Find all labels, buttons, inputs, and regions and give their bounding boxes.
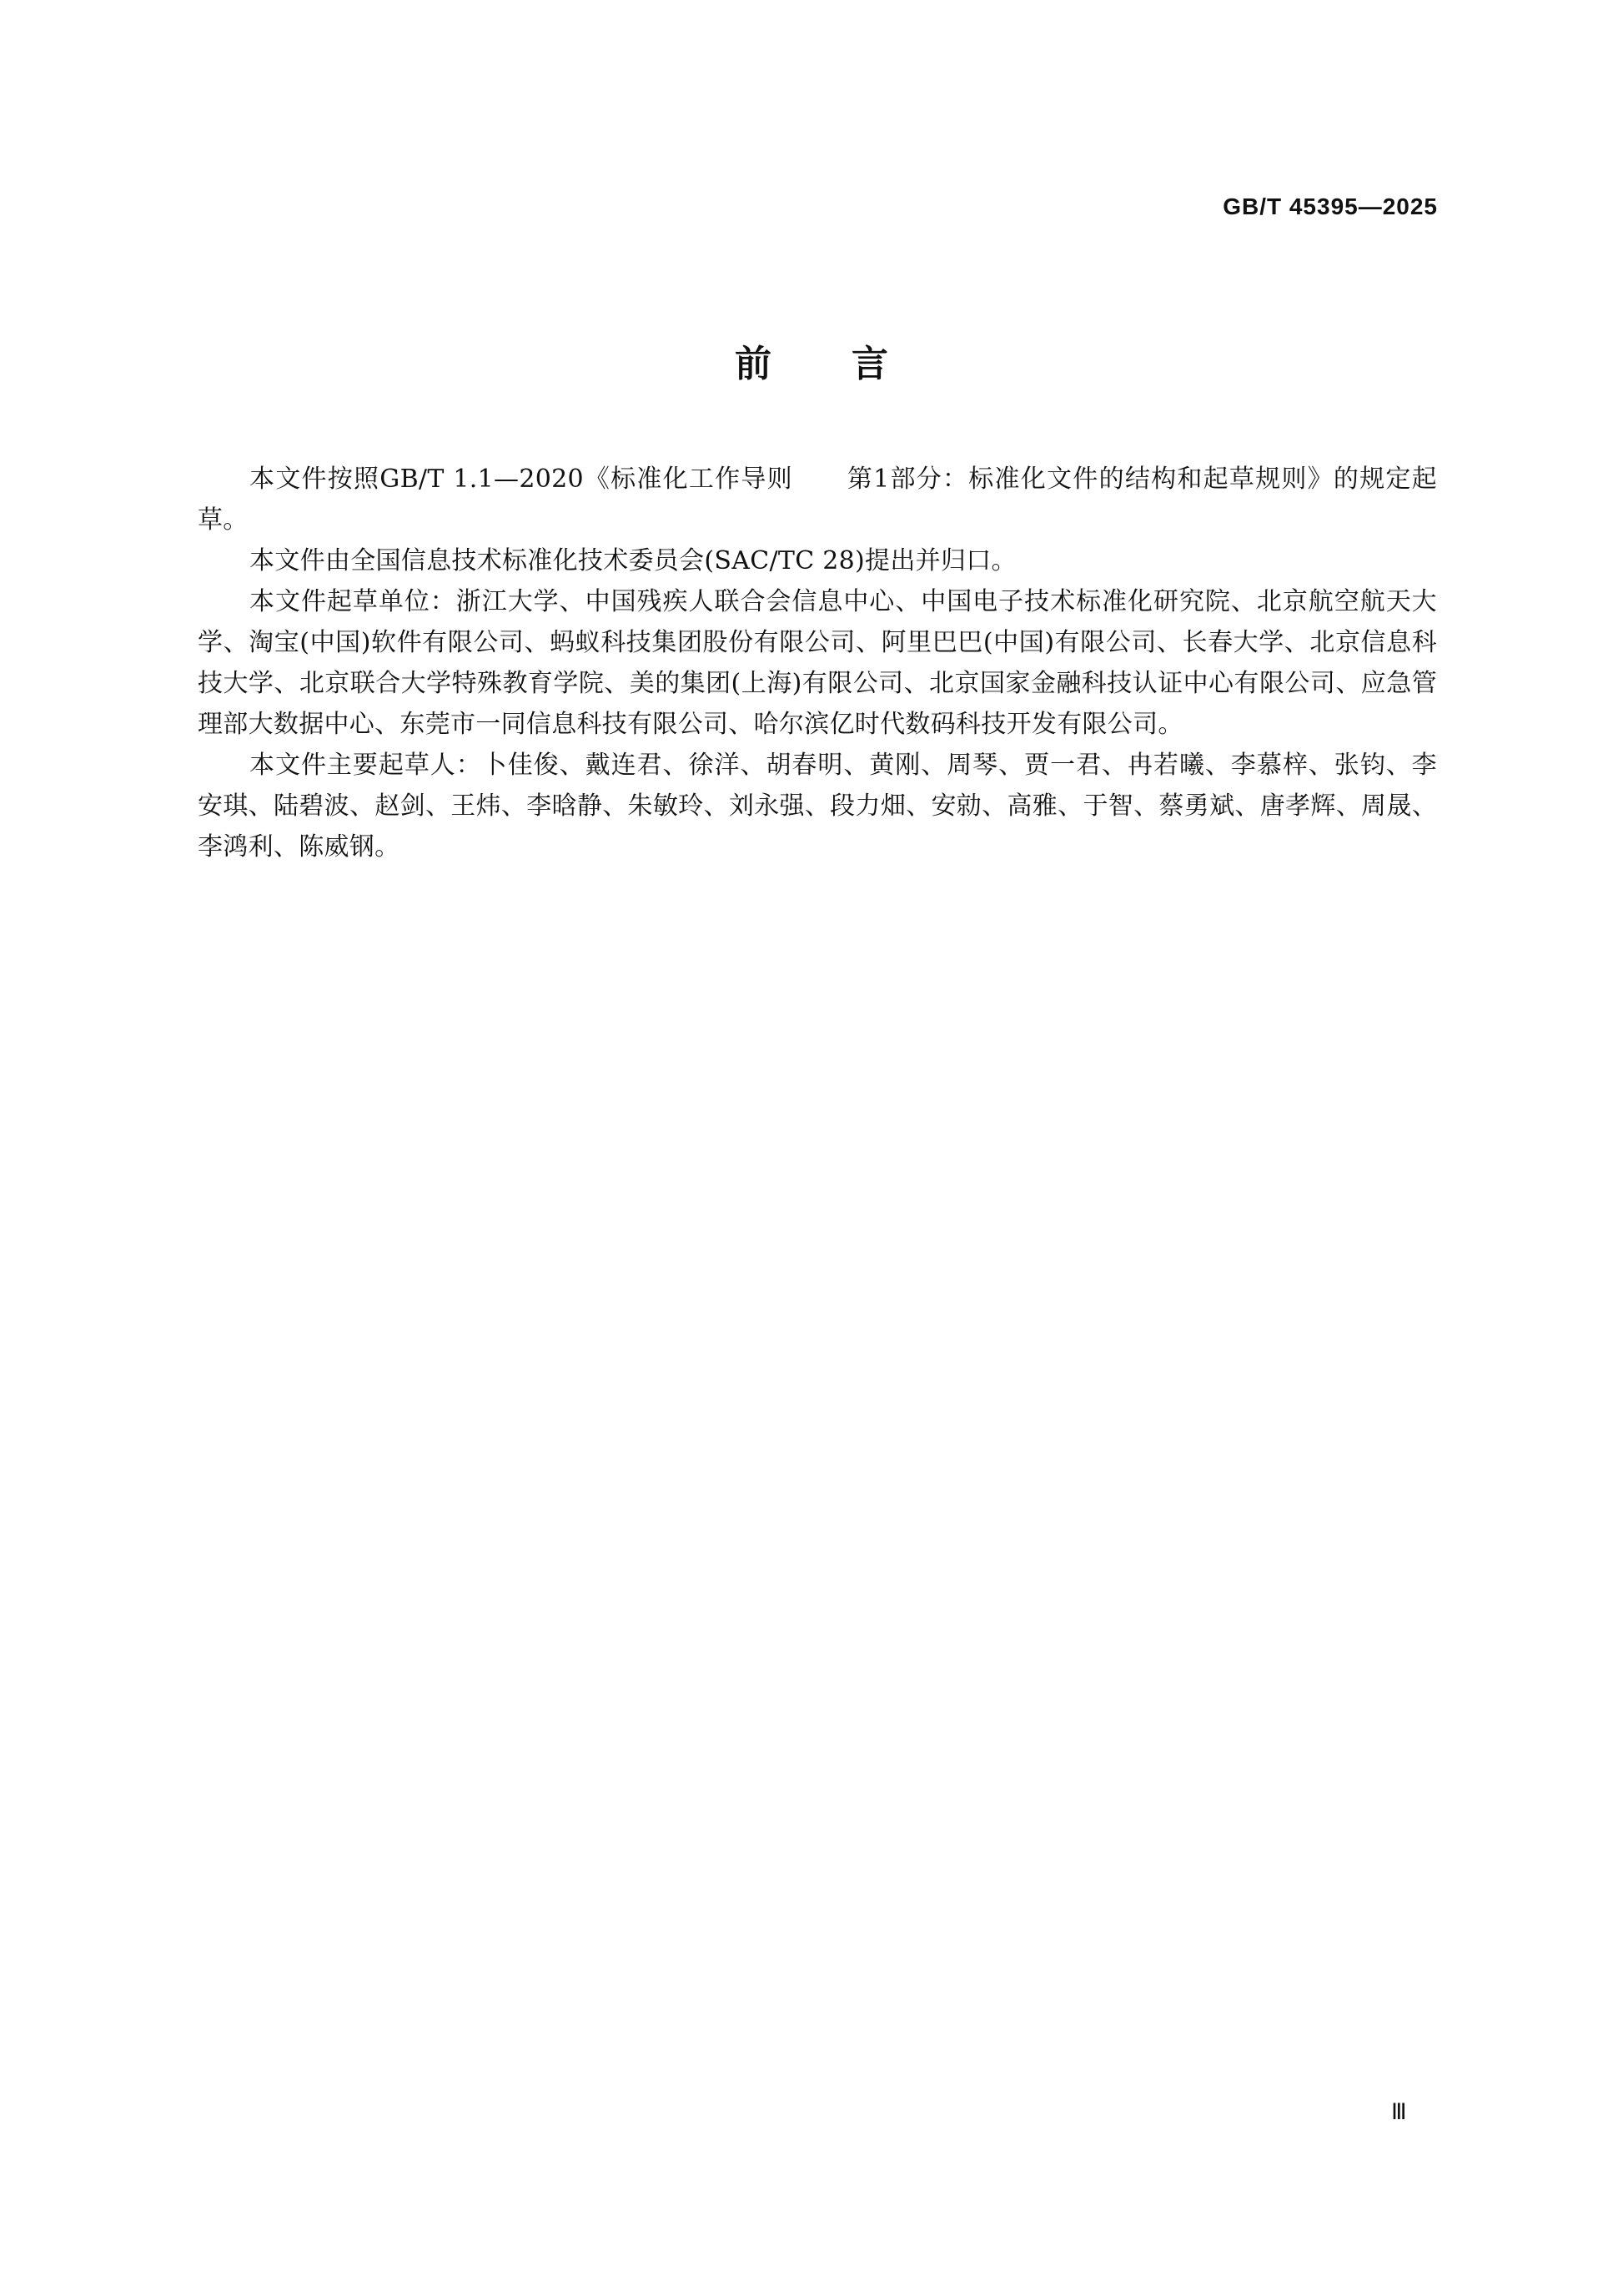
- paragraph-drafters: 本文件主要起草人：卜佳俊、戴连君、徐洋、胡春明、黄刚、周琴、贾一君、冉若曦、李慕梓、张钧、李安琪、陆碧波、赵剑、王炜、李晗静、朱敏玲、刘永强、段力畑、安勍、高雅、于智、蔡勇斌、唐孝辉、周晟、李鸿利、陈威钢。: [198, 751, 1437, 862]
- paragraph-drafting-rules: [198, 459, 1437, 540]
- standard-number: GB/T 45395—2025: [1223, 193, 1438, 219]
- paragraph-drafting-units: 本文件起草单位：浙江大学、中国残疾人联合会信息中心、中国电子技术标准化研究院、北京航空航天大学、淘宝(中国)软件有限公司、蚂蚁科技集团股份有限公司、阿里巴巴(中国)有限公司、长春大学、北京信息科技大学、北京联合大学特殊教育学院、美的集团(上海)有限公司、北京国家金融科技认证中心有限公司、应急管理部大数据中心、东莞市一同信息科技有限公司、哈尔滨亿时代数码科技开发有限公司。: [198, 587, 1437, 739]
- foreword-body: [198, 459, 1437, 867]
- page-title: 前言: [735, 343, 968, 385]
- paragraph-drafting-rules-part1: 本文件按照GB/T 1.1—2020《标准化工作导则: [249, 465, 793, 494]
- page-number: Ⅲ: [1391, 2099, 1406, 2124]
- paragraph-committee: 本文件由全国信息技术标准化技术委员会(SAC/TC 28)提出并归口。: [249, 546, 1017, 575]
- paragraph-drafting-rules-part2: 第1部分：标准化文件的结构和起草规则》的规定起草。: [198, 465, 1437, 535]
